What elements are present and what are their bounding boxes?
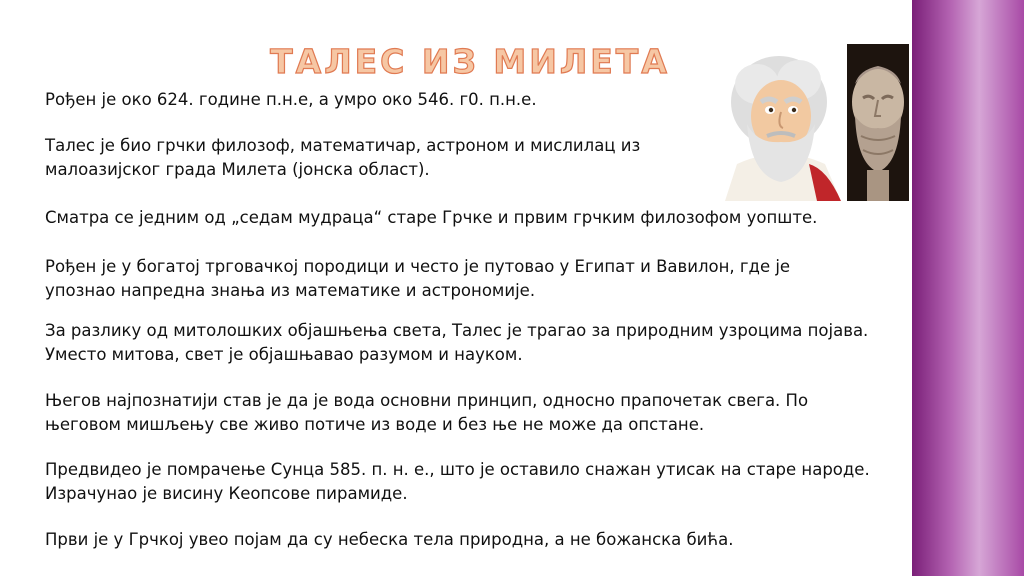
- paragraph-eclipse-line1: Предвидео је помрачење Сунца 585. п. н. е., што је оставило снажан утисак на старе народе.: [45, 460, 870, 479]
- paragraph-eclipse-line2: Израчунао је висину Кеопсове пирамиде.: [45, 484, 408, 503]
- cartoon-portrait-image: [717, 44, 845, 201]
- decorative-side-band: [912, 0, 1024, 576]
- portrait-images: [717, 44, 909, 201]
- paragraph-intro-line1: Талес је био грчки филозоф, математичар, астроном и мислилац из: [45, 136, 641, 155]
- paragraph-celestial-bodies: Први је у Грчкој увео појам да су небеска тела природна, а не божанска бића.: [45, 530, 734, 549]
- paragraph-family-line1: Рођен је у богатој трговачкој породици и често је путовао у Египат и Вавилон, где је: [45, 257, 791, 276]
- paragraph-water-line2: његовом мишљењу све живо потиче из воде и без ње не може да опстане.: [45, 415, 705, 434]
- slide-title: ТАЛЕС ИЗ МИЛЕТА: [270, 42, 670, 82]
- paragraph-intro-line2: малоазијског града Милета (јонска област).: [45, 160, 430, 179]
- paragraph-myths-line1: За разлику од митолошких објашњења света, Талес је трагао за природним узроцима појава.: [45, 321, 869, 340]
- bust-portrait-image: [847, 44, 909, 201]
- paragraph-myths-line2: Уместо митова, свет је објашњавао разумом и науком.: [45, 345, 523, 364]
- paragraph-birth: Рођен је око 624. године п.н.е, а умро око 546. г0. п.н.е.: [45, 90, 537, 109]
- paragraph-water-line1: Његов најпознатији став је да је вода основни принцип, односно прапочетак свега. По: [45, 391, 809, 410]
- paragraph-family-line2: упознао напредна знања из математике и астрономије.: [45, 281, 536, 300]
- paragraph-seven-sages: Сматра се једним од „седам мудраца“ старе Грчке и првим грчким филозофом уопште.: [45, 208, 818, 227]
